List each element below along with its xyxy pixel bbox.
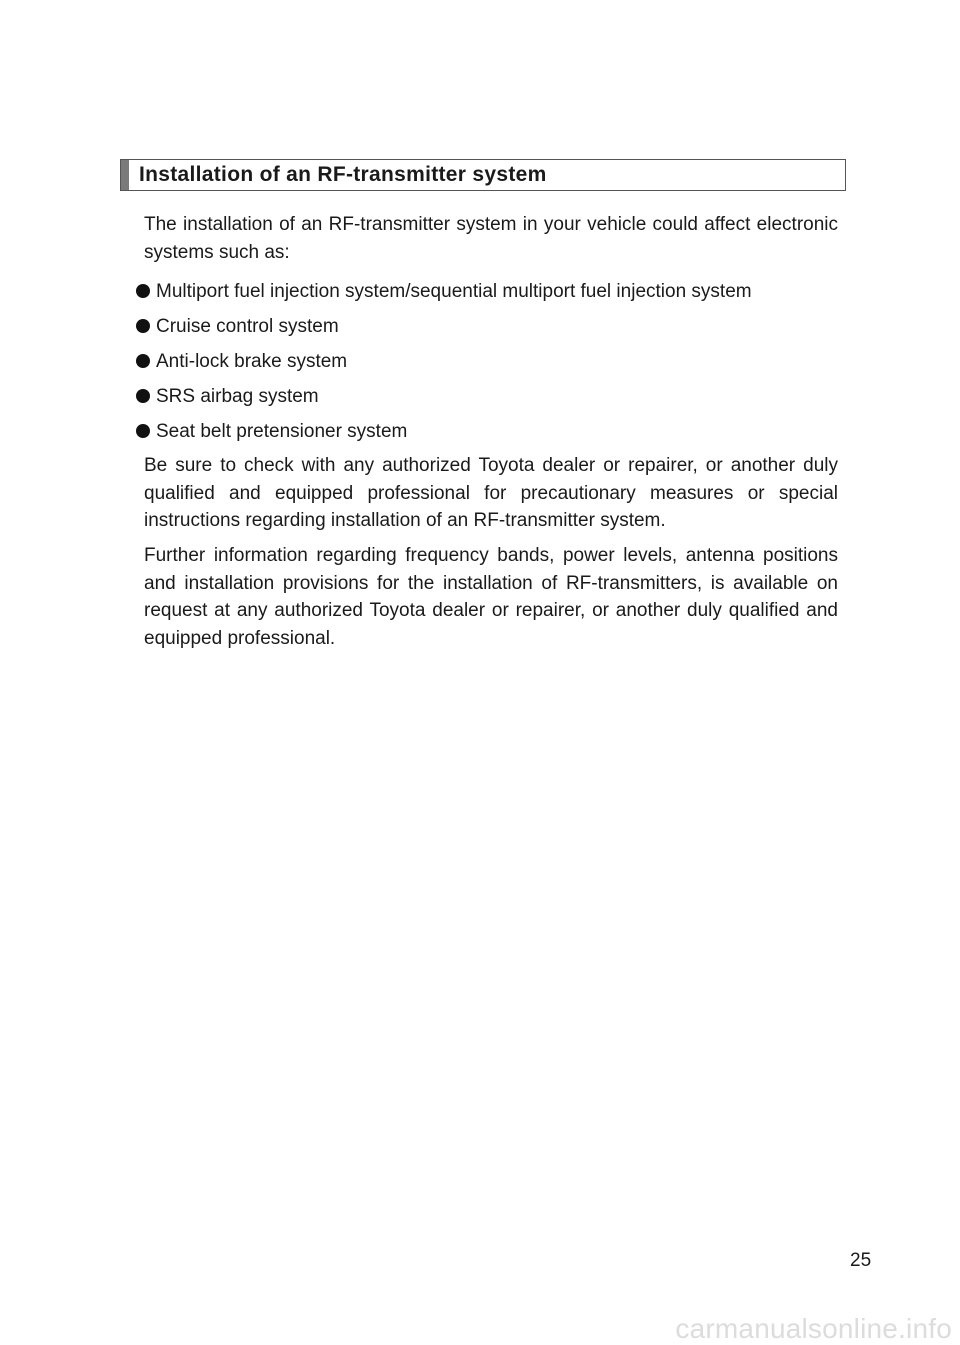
list-item-text: Seat belt pretensioner system [156, 421, 408, 442]
list-item [136, 348, 752, 383]
list-item-text: Cruise control system [156, 316, 339, 337]
list-item [136, 278, 752, 313]
list-item [136, 383, 752, 418]
watermark: carmanualsonline.info [675, 1313, 952, 1344]
page-number: 25 [850, 1250, 872, 1271]
bullet-icon [136, 354, 150, 368]
section-header-accent-bar [121, 160, 129, 190]
section-title: Installation of an RF-transmitter system [139, 163, 547, 186]
intro-paragraph: The installation of an RF-transmitter system in your vehicle could affect electronic systems such as: [144, 214, 838, 263]
affected-systems-list [136, 278, 752, 453]
section-header [120, 159, 846, 191]
further-info-paragraph: Further information regarding frequency bands, power levels, antenna positions and installation provisions for the installation of RF-transmitters, is available on request at any authorized Toyota dealer or repairer, or another duly qualified and equipped professional. [144, 545, 838, 649]
list-item-text: Anti-lock brake system [156, 351, 348, 372]
list-item [136, 418, 752, 453]
list-item [136, 313, 752, 348]
bullet-icon [136, 319, 150, 333]
list-item-text: SRS airbag system [156, 386, 319, 407]
bullet-icon [136, 389, 150, 403]
bullet-icon [136, 284, 150, 298]
list-item-text: Multiport fuel injection system/sequential multiport fuel injection system [156, 281, 752, 302]
precaution-paragraph: Be sure to check with any authorized Toyota dealer or repairer, or another duly qualified and equipped professional for precautionary measures or special instructions regarding installation of an RF-transmitter system. [144, 455, 838, 531]
bullet-icon [136, 424, 150, 438]
